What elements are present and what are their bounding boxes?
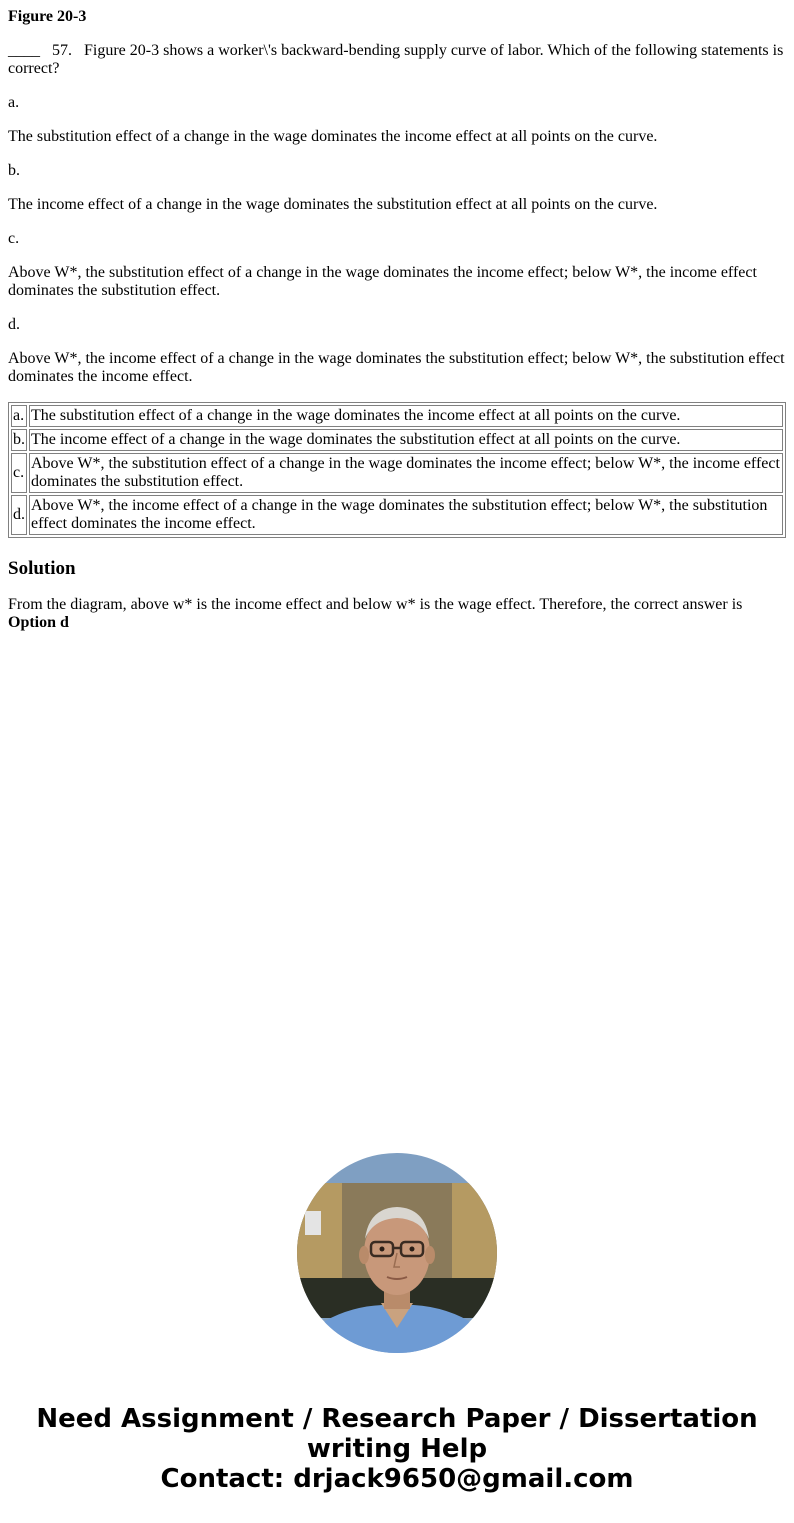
question-document [8, 8, 786, 632]
avatar-portrait-icon [297, 1153, 497, 1353]
promo-contact: Contact: drjack9650@gmail.com [160, 1464, 634, 1494]
table-cell-letter: b. [11, 429, 27, 451]
promo-line-1: Need Assignment / Research Paper / Dissertation [36, 1404, 758, 1434]
solution-heading: Solution [8, 558, 76, 579]
solution-text: From the diagram, above w* is the income effect and below w* is the wage effect. Therefore, the correct answer is [8, 596, 743, 613]
table-row [11, 495, 783, 535]
promo-banner [0, 1404, 794, 1494]
table-row [11, 453, 783, 493]
figure-title: Figure 20-3 [8, 8, 87, 25]
answer-blank: ____ [8, 42, 40, 59]
table-cell-letter: d. [11, 495, 27, 535]
choice-b-text: The income effect of a change in the wage dominates the substitution effect at all points on the curve. [8, 196, 658, 213]
choices-table [8, 402, 786, 538]
table-row [11, 405, 783, 427]
choice-c-text: Above W*, the substitution effect of a change in the wage dominates the income effect; below W*, the income effect dominates the substitution effect. [8, 264, 757, 299]
solution-answer: Option d [8, 614, 69, 631]
table-cell-letter: c. [11, 453, 27, 493]
choice-d-text: Above W*, the income effect of a change in the wage dominates the substitution effect; below W*, the substitution effect dominates the income effect. [8, 350, 785, 385]
choice-c-letter: c. [8, 230, 20, 247]
question-stem [8, 42, 786, 78]
choice-a-text: The substitution effect of a change in the wage dominates the income effect at all points on the curve. [8, 128, 658, 145]
choice-a-letter: a. [8, 94, 20, 111]
choice-b-letter: b. [8, 162, 20, 179]
table-row [11, 429, 783, 451]
table-cell-text: The income effect of a change in the wage dominates the substitution effect at all points on the curve. [29, 429, 783, 451]
table-cell-text: The substitution effect of a change in the wage dominates the income effect at all points on the curve. [29, 405, 783, 427]
choice-d-letter: d. [8, 316, 20, 333]
table-cell-letter: a. [11, 405, 27, 427]
table-cell-text: Above W*, the substitution effect of a change in the wage dominates the income effect; below W*, the income effect dominates the substitution effect. [29, 453, 783, 493]
question-text: Figure 20-3 shows a worker\'s backward-bending supply curve of labor. Which of the following statements is correct? [8, 42, 784, 77]
solution-paragraph [8, 596, 786, 632]
question-number: 57. [52, 42, 72, 59]
table-cell-text: Above W*, the income effect of a change in the wage dominates the substitution effect; below W*, the substitution effect dominates the income effect. [29, 495, 783, 535]
tutor-avatar [297, 1153, 497, 1353]
promo-line-2: writing Help [306, 1434, 488, 1464]
